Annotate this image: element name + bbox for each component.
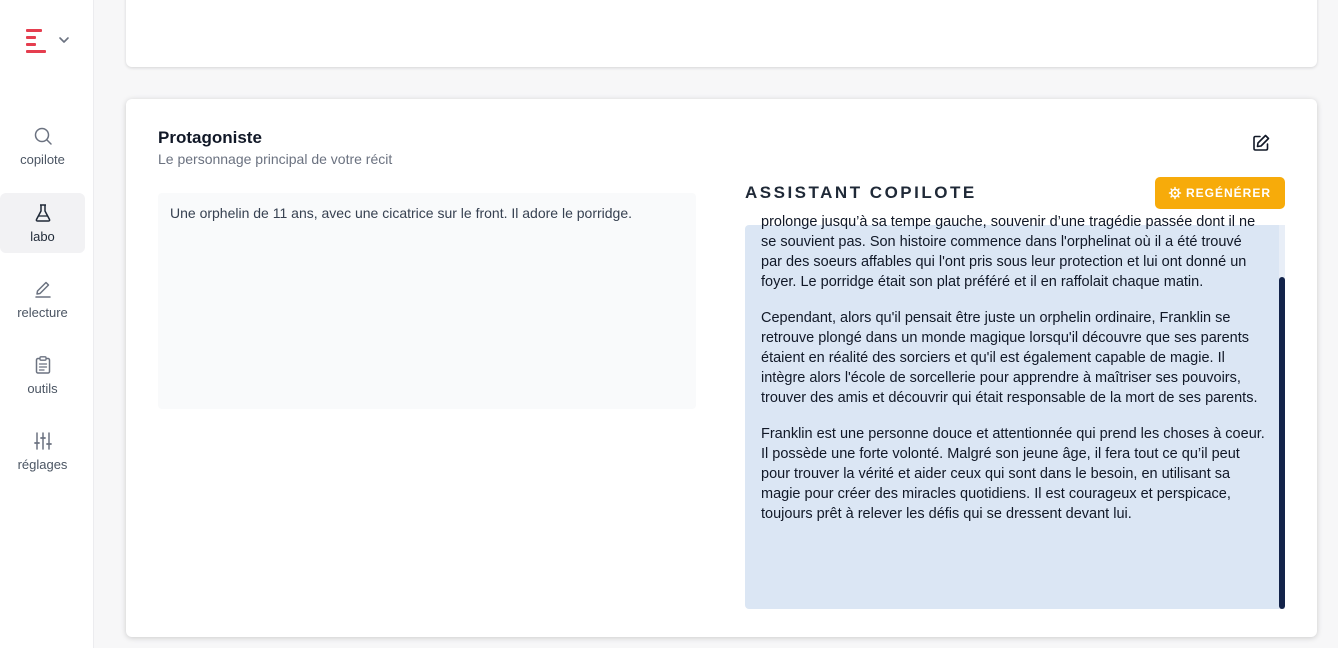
protagonist-description-input[interactable]: Une orphelin de 11 ans, avec une cicatrice sur le front. Il adore le porridge. [158, 193, 696, 409]
sidebar-item-label: relecture [17, 305, 68, 320]
search-icon [33, 126, 53, 146]
sidebar [0, 0, 94, 648]
clipboard-icon [33, 355, 53, 375]
regenerate-label: REGÉNÉRER [1185, 186, 1271, 200]
chevron-down-icon[interactable] [58, 35, 70, 45]
sidebar-item-label: labo [30, 229, 55, 244]
sidebar-item-label: copilote [20, 152, 65, 167]
sliders-icon [33, 431, 53, 451]
regenerate-button[interactable] [1155, 177, 1285, 209]
sidebar-item-labo[interactable] [0, 193, 85, 253]
edit-icon[interactable] [1251, 133, 1271, 153]
reply-paragraph: Cependant, alors qu'il pensait être juste un orphelin ordinaire, Franklin se retrouve plongé dans un monde magique lorsqu'il découvre que ses parents étaient en réalité des sorciers et qu'il est également capable de magie. Il intègre alors l'école de sorcellerie pour apprendre à maîtriser ses pouvoirs, trouver des amis et découvrir qui était responsable de la mort de ses parents. [761, 310, 1258, 406]
flask-icon [33, 203, 53, 223]
sidebar-item-relecture[interactable] [0, 269, 85, 329]
brand-logo[interactable] [24, 27, 74, 55]
sidebar-item-outils[interactable] [0, 345, 85, 405]
brand-logo-icon [24, 28, 48, 54]
scrollbar-thumb[interactable] [1279, 277, 1285, 609]
assistant-reply-text [761, 212, 1265, 540]
sidebar-item-copilote[interactable] [0, 116, 85, 176]
sidebar-item-label: réglages [17, 457, 68, 472]
assistant-reply[interactable] [745, 214, 1285, 609]
reply-paragraph: Franklin est une personne douce et attentionnée qui prend les choses à coeur. Il possède une forte volonté. Malgré son jeune âge, il fera tout ce qu’il peut pour trouver la vérité et aider ceux qui sont dans le besoin, en utilisant sa magie pour créer des miracles quotidiens. Il est courageux et perspicace, toujours prêt à relever les défis qui se dressent devant lui. [761, 426, 1265, 522]
gear-icon [1169, 187, 1181, 199]
assistant-title: ASSISTANT COPILOTE [745, 183, 977, 202]
pencil-icon [33, 279, 53, 299]
sidebar-item-label: outils [27, 381, 58, 396]
protagonist-card [126, 99, 1317, 637]
reply-paragraph: prolonge jusqu’à sa tempe gauche, souvenir d’une tragédie passée dont il ne se souvient pas. Son histoire commence dans l'orphelinat où il a été trouvé par des soeurs affables qui l'ont pris sous leur protection et lui ont donné un foyer. Le porridge était son plat préféré et il en raffolait chaque matin. [761, 214, 1256, 290]
card-subtitle: Le personnage principal de votre récit [158, 151, 393, 167]
card-title: Protagoniste [158, 128, 262, 147]
previous-card [126, 0, 1317, 67]
sidebar-item-reglages[interactable] [0, 421, 85, 481]
